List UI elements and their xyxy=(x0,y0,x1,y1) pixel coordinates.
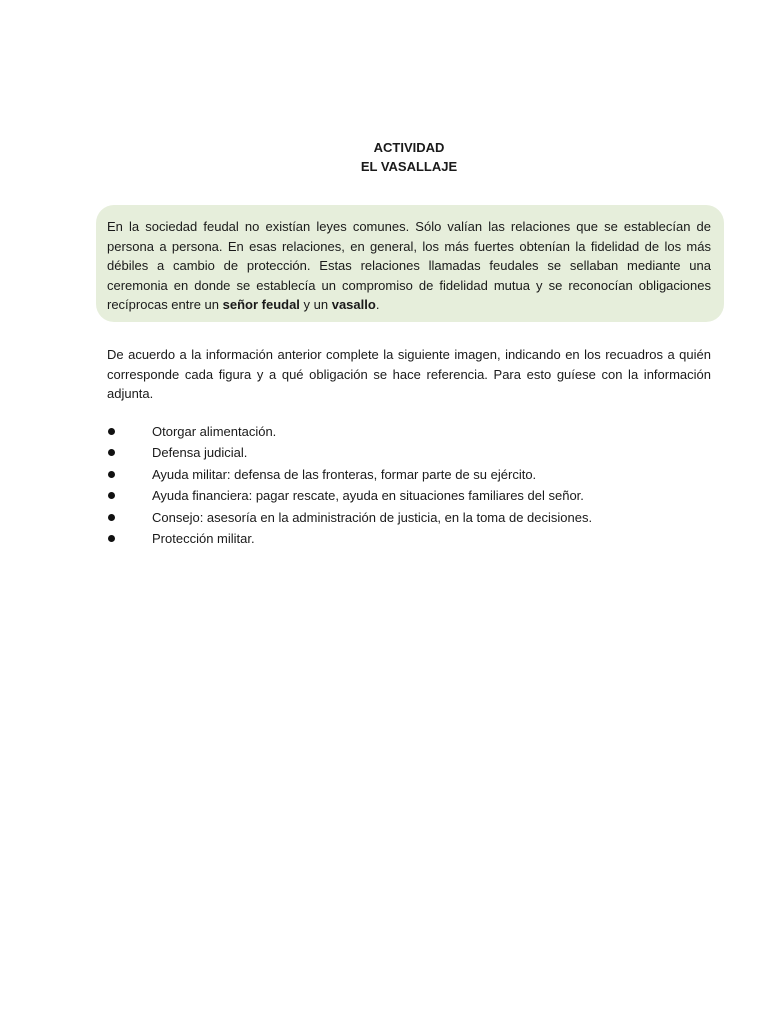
list-item xyxy=(107,421,711,442)
list-item-text: Ayuda militar: defensa de las fronteras, formar parte de su ejército. xyxy=(152,466,537,482)
bullet-icon xyxy=(108,535,115,542)
list-item-text: Defensa judicial. xyxy=(152,445,248,461)
term-senor-feudal: señor feudal xyxy=(222,297,300,313)
list-item-text: Otorgar alimentación. xyxy=(152,424,277,439)
instructions-paragraph: De acuerdo a la información anterior complete la siguiente imagen, indicando en los recuadros a quién corresponde cada figura y a qué obligación se hace referencia. Para esto guíese con la información adjunta. xyxy=(107,347,711,402)
list-item xyxy=(107,485,711,506)
term-vasallo: vasallo xyxy=(331,297,376,313)
list-item-text: Consejo: asesoría en la administración de justicia, en la toma de decisiones. xyxy=(152,509,593,525)
bullet-icon xyxy=(108,428,115,435)
list-item-text: Protección militar. xyxy=(152,530,255,546)
intro-ending: . xyxy=(375,297,380,313)
document-title xyxy=(0,138,768,176)
bullet-icon xyxy=(108,514,115,521)
list-item xyxy=(107,464,711,485)
list-item xyxy=(107,507,711,528)
bullet-icon xyxy=(108,449,115,456)
bullet-icon xyxy=(108,471,115,478)
obligations-list xyxy=(107,421,711,549)
intro-context-box xyxy=(96,205,724,322)
list-item xyxy=(107,442,711,463)
list-item xyxy=(107,528,711,549)
intro-text: En la sociedad feudal no existían leyes comunes. Sólo valían las relaciones que se establecían de persona a persona. En esas relaciones, en general, los más fuertes obtenían la fidelidad de los más débiles a cambio de protección. Estas relaciones llamadas feudales se sellaban mediante una ceremonia en donde se establecía un compromiso de fidelidad mutua y se reconocían obligaciones recíprocas entre un xyxy=(107,219,711,313)
title-line-activity: ACTIVIDAD xyxy=(373,140,445,155)
list-item-text: Ayuda financiera: pagar rescate, ayuda en situaciones familiares del señor. xyxy=(152,488,584,504)
intro-connector: y un xyxy=(299,297,332,313)
title-line-topic: EL VASALLAJE xyxy=(360,159,458,174)
bullet-icon xyxy=(108,492,115,499)
